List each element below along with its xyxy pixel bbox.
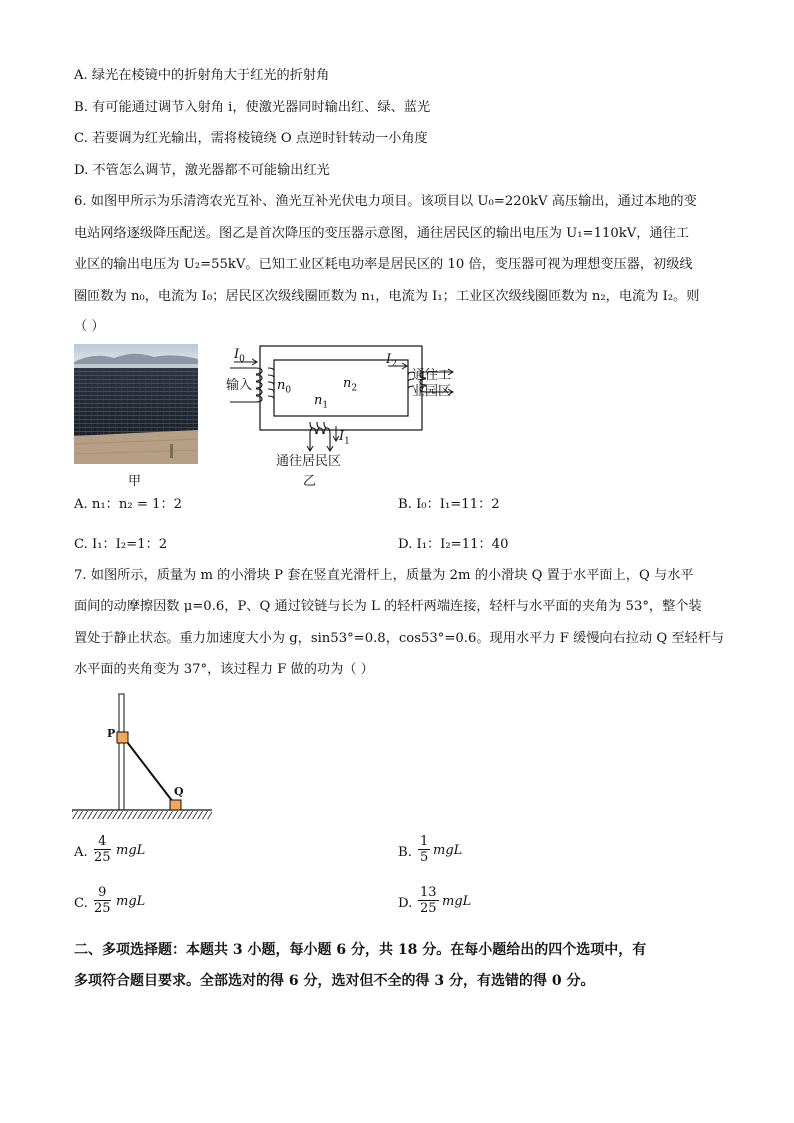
q7-stem-line-3: 置处于静止状态。重力加速度大小为 g，sin53°=0.8，cos53°=0.6。现用水平力 F 缓慢向右拉动 Q 至轻杆与: [74, 631, 725, 646]
q7-option-a-denominator: 25: [94, 850, 111, 865]
label-I1: $I_1$: [339, 429, 350, 447]
q7-option-d-letter: D.: [398, 896, 413, 911]
label-I0: $I_0$: [234, 347, 245, 365]
q5-option-a: A. 绿光在棱镜中的折射角大于红光的折射角: [74, 68, 330, 83]
label-Q: Q: [174, 785, 184, 798]
transformer-diagram: [220, 340, 470, 480]
label-industry-2: 业园区: [412, 384, 452, 399]
q7-option-d-numerator: 13: [420, 885, 437, 900]
q7-option-c-denominator: 25: [94, 901, 111, 916]
q7-option-a-letter: A.: [74, 845, 88, 860]
label-input: 输入: [226, 378, 253, 393]
q6-stem-line-3: 业区的输出电压为 U₂=55kV。已知工业区耗电功率是居民区的 10 倍，变压器可视为理想变压器，初级线: [74, 257, 693, 272]
label-P: P: [107, 727, 116, 740]
q5-option-c: C. 若要调为红光输出，需将棱镜绕 O 点逆时针转动一小角度: [74, 131, 428, 146]
q6-option-a: A. n₁：n₂ = 1：2: [74, 497, 183, 512]
q7-option-c-fraction: [94, 885, 111, 916]
q6-stem-line-2: 电站网络逐级降压配送。图乙是首次降压的变压器示意图，通往居民区的输出电压为 U₁=110kV，通往工: [74, 226, 690, 241]
rod-slider-diagram: [72, 692, 217, 822]
q6-stem-line-4: 圈匝数为 n₀，电流为 I₀；居民区次级线圈匝数为 n₁，电流为 I₁；工业区次级线圈匝数为 n₂，电流为 I₂。则: [74, 289, 700, 304]
q7-option-b-letter: B.: [398, 845, 412, 860]
q7-option-c-numerator: 9: [94, 885, 111, 901]
q5-option-d: D. 不管怎么调节，激光器都不可能输出红光: [74, 163, 330, 178]
q7-stem-line-4: 水平面的夹角变为 37°，该过程力 F 做的功为（ ）: [74, 662, 374, 677]
q7-option-d-fraction: [418, 885, 439, 916]
section-2-instructions-line-2: 多项符合题目要求。全部选对的得 6 分，选对但不全的得 3 分，有选错的得 0 分。: [74, 973, 595, 989]
q7-option-c-letter: C.: [74, 896, 88, 911]
q7-option-c-mgl: mgL: [116, 894, 146, 909]
q6-option-b: B. I₀：I₁=11：2: [398, 497, 500, 512]
q7-option-b-denominator: 5: [420, 850, 429, 865]
solar-farm-photo: [74, 344, 198, 464]
q7-option-a-mgl: mgL: [116, 843, 146, 858]
q5-option-b: B. 有可能通过调节入射角 i，使激光器同时输出红、绿、蓝光: [74, 100, 431, 115]
q6-option-d: D. I₁：I₂=11：40: [398, 537, 509, 552]
q7-stem-line-1: 7. 如图所示，质量为 m 的小滑块 P 套在竖直光滑杆上，质量为 2m 的小滑块 Q 置于水平面上，Q 与水平: [74, 568, 694, 583]
label-n2: $n_2$: [343, 376, 358, 394]
q7-option-a-numerator: 4: [94, 834, 111, 850]
label-n1: $n_1$: [314, 393, 329, 411]
figure-yi-caption: 乙: [303, 474, 317, 489]
q7-option-b-mgl: mgL: [433, 843, 463, 858]
q7-stem-line-2: 面间的动摩擦因数 μ=0.6，P、Q 通过铰链与长为 L 的轻杆两端连接，轻杆与水平面的夹角为 53°，整个装: [74, 599, 702, 614]
q6-stem-line-5: （ ）: [74, 319, 105, 334]
q7-option-b-fraction: [418, 834, 430, 865]
q6-option-c: C. I₁：I₂=1：2: [74, 537, 168, 552]
q7-option-d-mgl: mgL: [442, 894, 472, 909]
figure-jia-caption: 甲: [128, 474, 142, 489]
label-n0: $n_0$: [277, 378, 292, 396]
label-industry-1: 通往工: [412, 368, 452, 383]
q7-option-a-fraction: [94, 834, 111, 865]
label-I2: $I_2$: [386, 352, 397, 370]
label-residential: 通往居民区: [276, 454, 342, 469]
q7-option-b-numerator: 1: [420, 834, 429, 849]
q6-stem-line-1: 6. 如图甲所示为乐清湾农光互补、渔光互补光伏电力项目。该项目以 U₀=220kV 高压输出，通过本地的变: [74, 194, 697, 209]
q7-option-d-denominator: 25: [420, 901, 437, 916]
section-2-instructions-line-1: 二、多项选择题：本题共 3 小题，每小题 6 分，共 18 分。在每小题给出的四个选项中，有: [74, 942, 647, 958]
